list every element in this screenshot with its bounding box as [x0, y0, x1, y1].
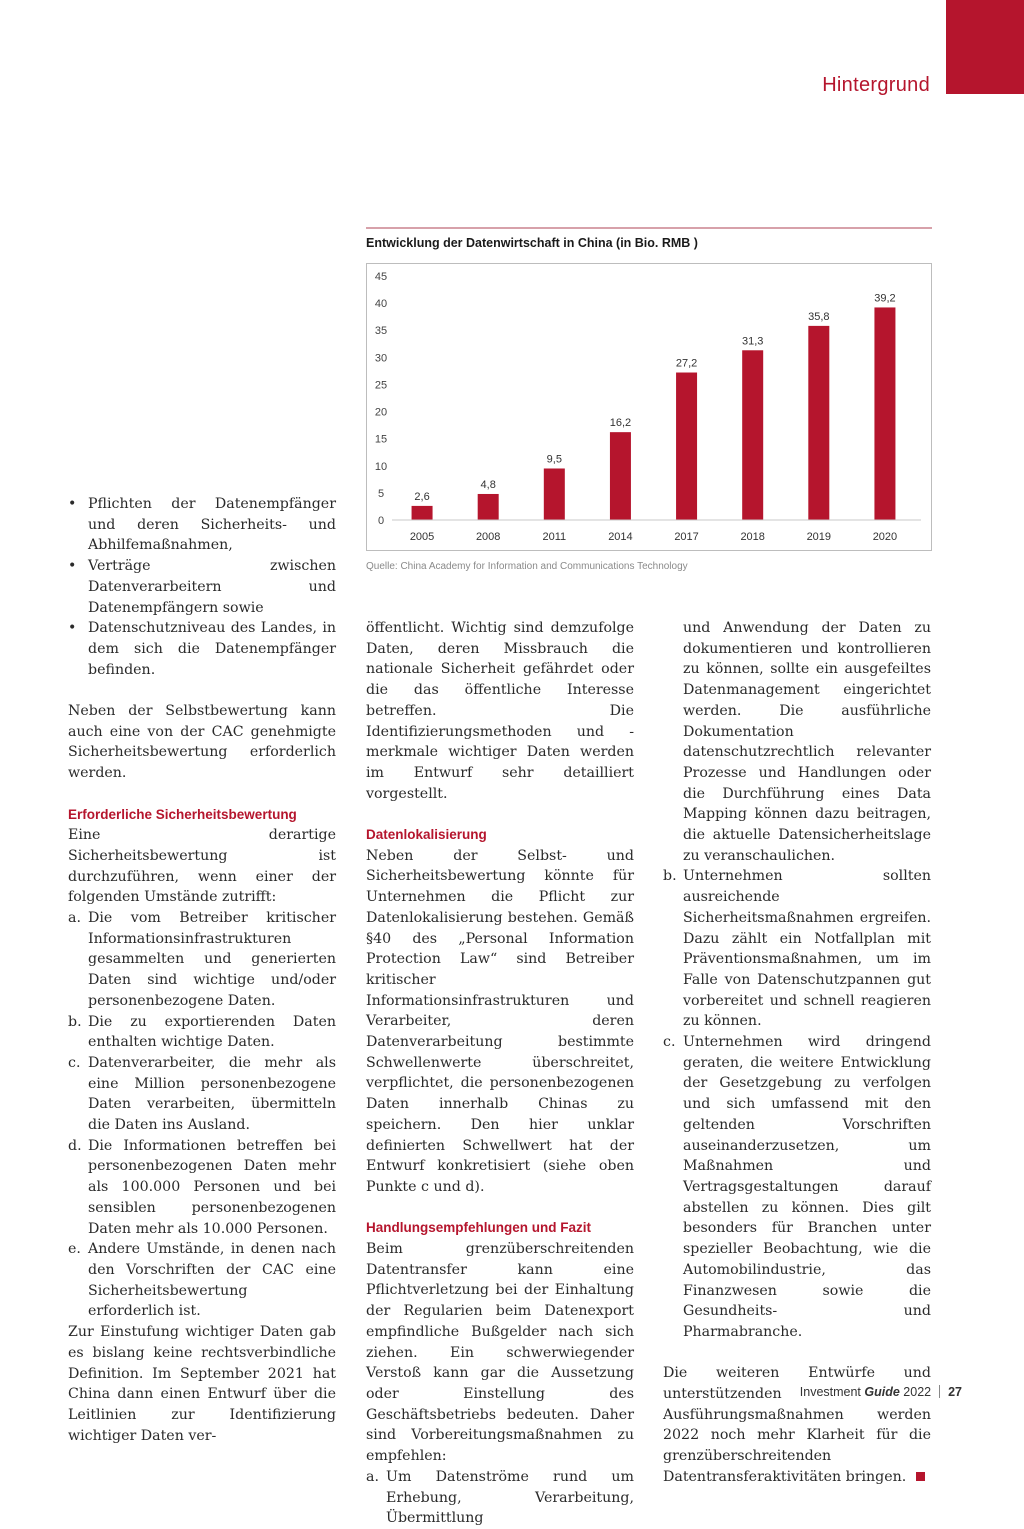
data-label: 9,5 — [546, 453, 562, 466]
bar-chart-frame — [366, 263, 932, 551]
x-tick-label: 2005 — [409, 531, 435, 543]
item-text: Die zu exportierenden Daten enthalten wichtige Daten. — [88, 1013, 336, 1051]
lettered-list — [663, 866, 931, 1342]
list-item — [663, 866, 931, 1032]
y-tick-label: 35 — [374, 325, 388, 338]
y-tick-label: 5 — [377, 487, 385, 500]
bar — [544, 468, 565, 520]
y-tick-label: 20 — [374, 406, 388, 419]
bullet-mark: • — [68, 496, 77, 512]
paragraph: Zur Einstufung wichtiger Daten gab es bislang keine rechtsverbindliche Definition. Im September 2021 hat China dann einen Entwurf über die Leitlinien zur Identifizierung wichtiger Daten ver- — [68, 1324, 336, 1444]
y-tick-label: 15 — [374, 433, 388, 446]
footer-brand: Investment — [799, 1385, 865, 1399]
item-text: Um Datenströme rund um Erhebung, Verarbeitung, Übermittlung — [386, 1468, 634, 1527]
bullet-text: Pflichten der Datenempfänger und deren Sicherheits- und Abhilfemaßnahmen, — [88, 496, 336, 554]
data-label: 39,2 — [874, 292, 896, 305]
y-tick-label: 30 — [374, 352, 388, 365]
x-tick-label: 2008 — [475, 531, 501, 543]
y-tick-label: 40 — [374, 298, 388, 311]
lettered-list — [366, 1467, 634, 1529]
y-tick-label: 10 — [374, 460, 388, 473]
list-item — [68, 494, 336, 556]
data-label: 4,8 — [480, 478, 496, 491]
lettered-list — [68, 908, 336, 1322]
bar — [808, 326, 829, 520]
x-tick-label: 2014 — [608, 531, 633, 543]
item-text: Andere Umstände, in denen nach den Vorschriften der CAC eine Sicherheitsbewertung erforderlich ist. — [88, 1241, 336, 1320]
list-item — [663, 1032, 931, 1343]
list-item — [68, 908, 336, 1012]
footer-brand-emphasis: Guide — [864, 1385, 900, 1399]
x-tick-label: 2019 — [806, 531, 832, 543]
bullet-mark: • — [68, 558, 77, 575]
bar-chart — [367, 264, 931, 550]
bar — [742, 350, 763, 520]
item-mark: a. — [366, 1468, 379, 1485]
bar — [610, 432, 631, 520]
paragraph: Eine derartige Sicherheitsbewertung ist durchzuführen, wenn einer der folgenden Umstände zutrifft: — [68, 827, 336, 906]
paragraph: Neben der Selbstbewertung kann auch eine von der CAC genehmigte Sicherheitsbewertung erforderlich werden. — [68, 703, 336, 782]
column-3 — [663, 618, 931, 1488]
column-1 — [68, 494, 336, 1446]
bar — [874, 307, 895, 520]
list-item — [68, 1012, 336, 1053]
y-tick-label: 45 — [374, 271, 388, 283]
section-heading: Datenlokalisierung — [366, 827, 487, 843]
bullet-text: Datenschutzniveau des Landes, in dem sich die Datenempfänger befinden. — [88, 620, 336, 678]
item-text: Unternehmen wird dringend geraten, die weitere Entwicklung der Gesetzgebung zu verfolgen und sich umfassend mit den geltenden Vorschriften auseinanderzusetzen, um Maßnahmen und Vertragsgestaltungen darauf abstellen zu können. Dies gilt besonders für Branchen unter spezieller Beobachtung, wie die Automobilindustrie, das Finanzwesen sowie die Gesundheits- und Pharmabranche. — [683, 1034, 931, 1340]
bullet-text: Verträge zwischen Datenverarbeitern und Datenempfängern sowie — [88, 558, 336, 616]
paragraph: Beim grenzüberschreitenden Datentransfer kann eine Pflichtverletzung bei der Einhaltung der Regularien beim Datenexport empfindliche Bußgelder nach sich ziehen. Ein schwerwiegender Verstoß kann gar die Aussetzung oder Einstellung des Geschäftsbetriebs bedeuten. Daher sind Vorbereitungsmaßnahmen zu empfehlen: — [366, 1241, 634, 1465]
bar — [478, 494, 499, 520]
y-tick-label: 25 — [374, 379, 388, 392]
end-of-article-mark — [916, 1472, 925, 1481]
list-item — [68, 1239, 336, 1322]
item-mark: c. — [68, 1054, 81, 1071]
section-heading: Erforderliche Sicherheitsbewertung — [68, 806, 297, 822]
chart-title: Entwicklung der Datenwirtschaft in China (in Bio. RMB ) — [366, 236, 698, 250]
item-text: Unternehmen sollten ausreichende Sicherheitsmaßnahmen ergreifen. Dazu zählt ein Notfallplan mit Präventionsmaßnahmen, um im Falle von Datenschutzpannen gut vorbereitet und schnell reagieren zu können. — [683, 868, 931, 1030]
paragraph: öffentlicht. Wichtig sind demzufolge Daten, deren Missbrauch die nationale Sicherheit gefährdet oder die das öffentliche Interesse betreffen. Die Identifizierungsmethoden und -merkmale wichtiger Daten werden im Entwurf sehr detailliert vorgestellt. — [366, 620, 634, 802]
list-item — [68, 618, 336, 680]
item-text: Die vom Betreiber kritischer Informationsinfrastrukturen gesammelten und generierten Daten sind wichtige und/oder personenbezogene Daten. — [88, 910, 336, 1009]
item-mark: e. — [68, 1241, 81, 1258]
item-mark: a. — [68, 910, 81, 927]
x-tick-label: 2011 — [542, 531, 567, 543]
data-label: 2,6 — [414, 490, 430, 503]
data-label: 27,2 — [675, 357, 698, 370]
item-mark: c. — [663, 1034, 676, 1051]
section-heading: Handlungsempfehlungen und Fazit — [366, 1220, 591, 1236]
paragraph — [663, 1363, 931, 1487]
list-item — [366, 1467, 634, 1529]
footer-year: 2022 — [899, 1385, 932, 1399]
data-label: 35,8 — [808, 310, 830, 323]
chart-source: Quelle: China Academy for Information and Communications Technology — [366, 561, 688, 572]
bar — [412, 506, 433, 520]
closing-text: Die weiteren Entwürfe und unterstützenden Ausführungsmaßnahmen werden 2022 noch mehr Klarheit für die grenzüberschreitenden Datentransferaktivitäten bringen. — [663, 1365, 931, 1485]
x-tick-label: 2017 — [674, 531, 699, 543]
list-item — [68, 1053, 336, 1136]
column-2 — [366, 618, 634, 1529]
y-tick-label: 0 — [377, 515, 385, 527]
data-label: 31,3 — [741, 335, 764, 348]
page-footer — [800, 1385, 962, 1399]
item-mark: d. — [68, 1137, 82, 1154]
bullet-list — [68, 494, 336, 680]
paragraph: und Anwendung der Daten zu dokumentieren und kontrollieren zu können, sollte ein ausgefeiltes Datenmanagement eingerichtet werden. Die ausführliche Dokumentation datenschutzrechtlich relevanter Prozesse und Handlungen oder die Durchführung eines Data Mapping können dazu beitragen, die aktuelle Datensicherheitslage zu veranschaulichen. — [683, 620, 931, 864]
x-tick-label: 2018 — [740, 531, 765, 543]
list-item — [68, 1136, 336, 1240]
item-text: Datenverarbeiter, die mehr als eine Million personenbezogene Daten verarbeiten, übermitteln die Daten ins Ausland. — [88, 1054, 336, 1134]
x-tick-label: 2020 — [872, 531, 898, 543]
section-title: Hintergrund — [822, 74, 930, 96]
list-item — [68, 556, 336, 618]
page-number: 27 — [948, 1385, 962, 1399]
corner-accent-block — [946, 0, 1024, 94]
paragraph: Neben der Selbst- und Sicherheitsbewertung könnte für Unternehmen die Pflicht zur Datenlokalisierung bestehen. Gemäß §40 des „Personal Information Protection Law“ sind Betreiber kritischer Informationsinfrastrukturen und Verarbeiter, deren Datenverarbeitung bestimmte Schwellenwerte überschreitet, verpflichtet, die personenbezogenen Daten innerhalb Chinas zu speichern. Den hier unklar definierten Schwellwert hat der Entwurf konkretisiert (siehe oben Punkte c und d). — [366, 847, 634, 1195]
item-mark: b. — [68, 1013, 82, 1030]
footer-separator — [939, 1385, 940, 1398]
item-text: Die Informationen betreffen bei personenbezogenen Daten mehr als 100.000 Personen und bei sensiblen personenbezogenen Daten mehr als 10.000 Personen. — [88, 1137, 336, 1237]
bar — [676, 373, 697, 520]
data-label: 16,2 — [609, 417, 632, 430]
chart-header — [366, 227, 932, 250]
chart-top-rule — [366, 227, 932, 229]
bullet-mark: • — [68, 620, 77, 637]
item-mark: b. — [663, 868, 677, 885]
